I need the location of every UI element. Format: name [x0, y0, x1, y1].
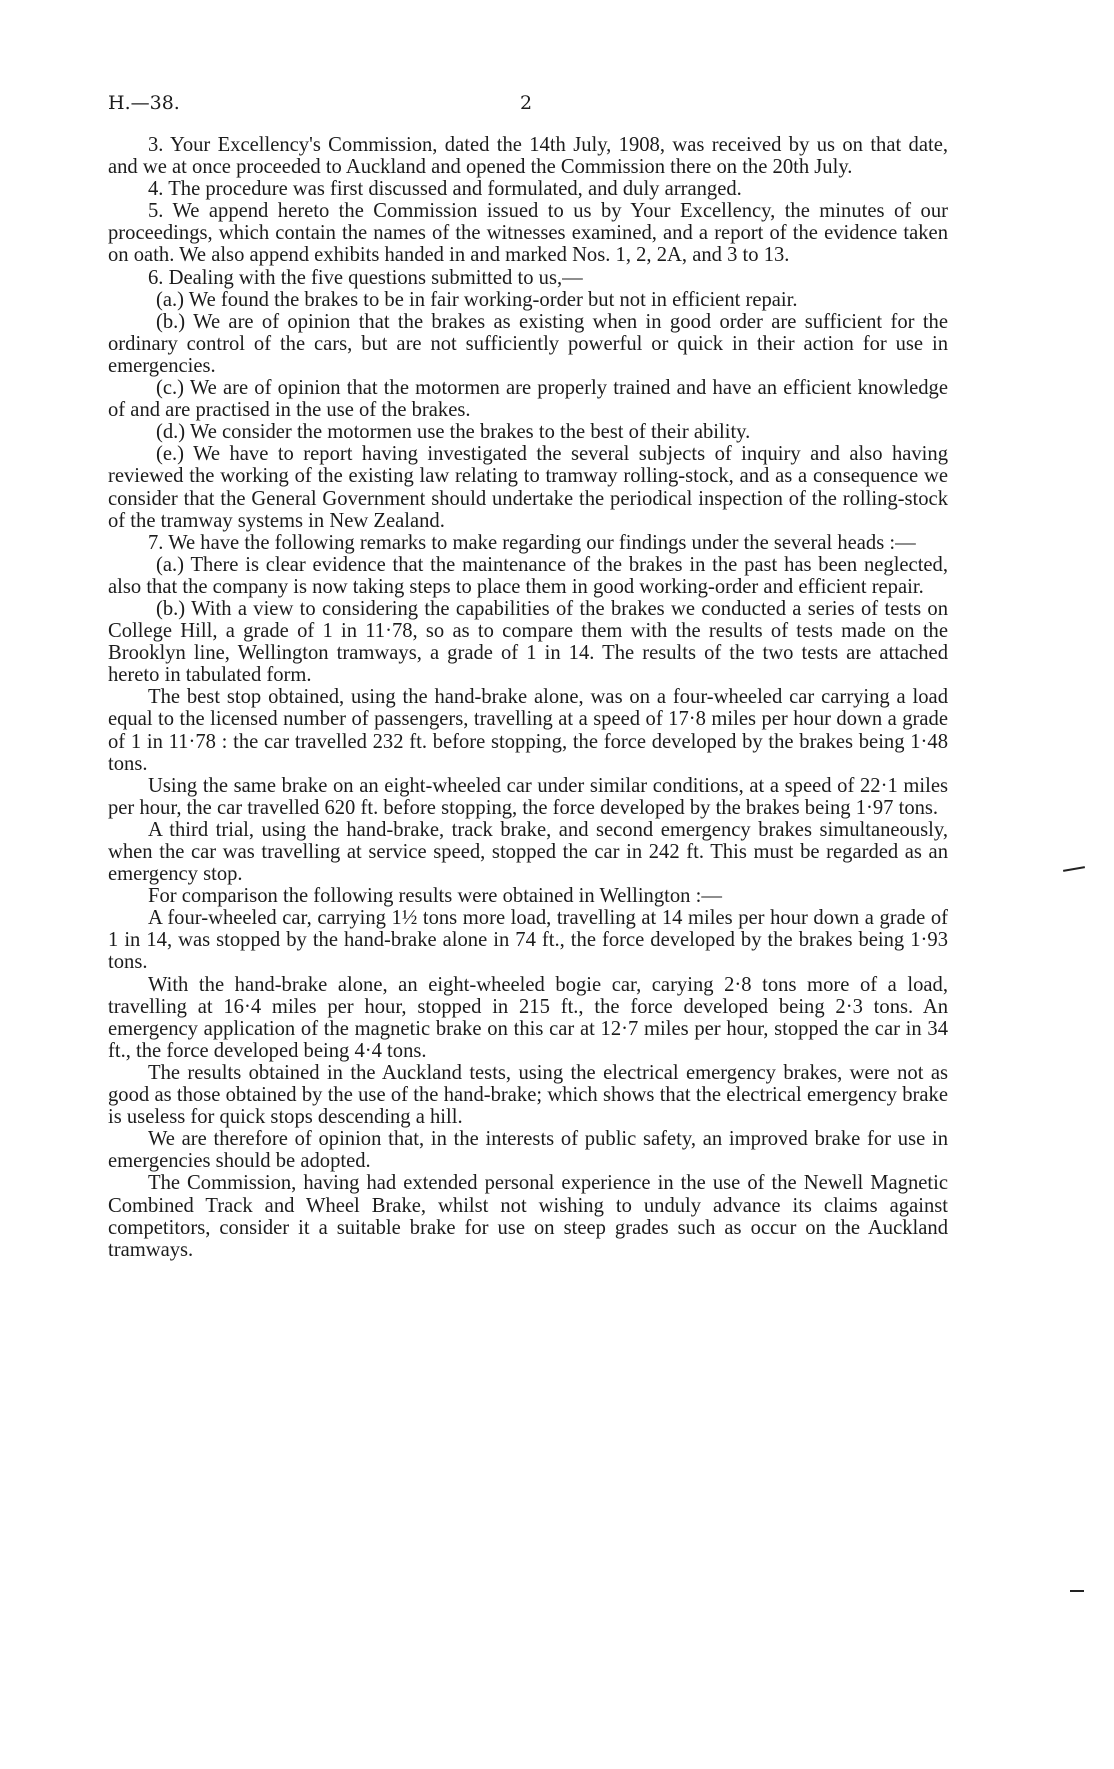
item-label: (a.)	[156, 553, 185, 576]
paragraph-eight-wheeled: Using the same brake on an eight-wheeled car under similar conditions, at a speed of 22·1 miles per hour, the car travelled 620 ft. before stopping, the force developed by the brakes being 1·97 tons.	[108, 774, 948, 819]
document-reference: H.—38.	[108, 92, 180, 114]
item-label: (c.)	[156, 377, 185, 400]
item-label: (b.)	[156, 310, 186, 333]
answer-a: (a.) We found the brakes to be in fair working-order but not in efficient repair.	[156, 288, 798, 311]
paragraph-7: 7. We have the following remarks to make regarding our findings under the several heads :—	[148, 531, 916, 554]
answer-c: (c.) We are of opinion that the motormen are properly trained and have an efficient knowledge of and are practised in the use of the brakes.	[108, 377, 948, 422]
paragraph-6: 6. Dealing with the five questions submitted to us,—	[148, 266, 583, 289]
item-label: (d.)	[156, 421, 186, 444]
paragraph-wellington-bogie: With the hand-brake alone, an eight-wheeled bogie car, carying 2·8 tons more of a load, travelling at 16·4 miles per hour, stopped in 215 ft., the force developed being 2·3 tons. An emergency application of the magnetic brake on this car at 12·7 miles per hour, stopped the car in 34 ft., the force developed being 4·4 tons.	[108, 973, 948, 1062]
answer-e: (e.) We have to report having investigated the several subjects of inquiry and also having reviewed the working of the existing law relating to tramway rolling-stock, and as a consequence we consider that the General Government should undertake the periodical inspection of the rolling-stock of the tramway systems in New Zealand.	[108, 443, 948, 532]
paragraph-best-stop: The best stop obtained, using the hand-brake alone, was on a four-wheeled car carrying a load equal to the licensed number of passengers, travelling at a speed of 17·8 miles per hour down a grade of 1 in 11·78 : the car travelled 232 ft. before stopping, the force developed by the brakes being 1·48 tons.	[108, 686, 948, 775]
paragraph-opinion: We are therefore of opinion that, in the interests of public safety, an improved brake for use in emergencies should be adopted.	[108, 1128, 948, 1173]
document-body	[108, 134, 948, 1261]
item-label: (b.)	[156, 597, 186, 620]
page-number: 2	[520, 92, 533, 114]
paragraph-5: 5. We append hereto the Commission issued to us by Your Excellency, the minutes of our proceedings, which contain the names of the witnesses examined, and a report of the evidence taken on oath. We also append exhibits handed in and marked Nos. 1, 2, 2A, and 3 to 13.	[108, 200, 948, 267]
item-label: (a.)	[156, 288, 185, 311]
page-header	[108, 92, 948, 120]
paragraph-3: 3. Your Excellency's Commission, dated the 14th July, 1908, was received by us on that date, and we at once proceeded to Auckland and opened the Commission there on the 20th July.	[108, 134, 948, 179]
item-label: (e.)	[156, 443, 185, 466]
margin-mark	[1063, 866, 1085, 872]
paragraph-auckland-results: The results obtained in the Auckland tests, using the electrical emergency brakes, were not as good as those obtained by the use of the hand-brake; which shows that the electrical emergency brake is useless for quick stops descending a hill.	[108, 1061, 948, 1129]
paragraph-newell-brake: The Commission, having had extended personal experience in the use of the Newell Magnetic Combined Track and Wheel Brake, whilst not wishing to unduly advance its claims against competitors, consider it a suitable brake for use on steep grades such as occur on the Auckland tramways.	[108, 1172, 948, 1261]
paragraph-third-trial: A third trial, using the hand-brake, track brake, and second emergency brakes simultaneously, when the car was travelling at service speed, stopped the car in 242 ft. This must be regarded as an emergency stop.	[108, 818, 948, 886]
margin-mark	[1070, 1590, 1084, 1592]
paragraph-wellington-four-wheeled: A four-wheeled car, carrying 1½ tons more load, travelling at 14 miles per hour down a grade of 1 in 14, was stopped by the hand-brake alone in 74 ft., the force developed by the brakes being 1·93 tons.	[108, 907, 948, 974]
paragraph-comparison: For comparison the following results were obtained in Wellington :—	[148, 885, 722, 908]
paragraph-4: 4. The procedure was first discussed and formulated, and duly arranged.	[148, 178, 742, 201]
answer-b: (b.) We are of opinion that the brakes as existing when in good order are sufficient for the ordinary control of the cars, but are not sufficiently powerful or quick in their action for use in emergencies.	[108, 310, 948, 377]
remark-b: (b.) With a view to considering the capabilities of the brakes we conducted a series of tests on College Hill, a grade of 1 in 11·78, so as to compare them with the results of tests made on the Brooklyn line, Wellington tramways, a grade of 1 in 14. The results of the two tests are attached hereto in tabulated form.	[108, 597, 949, 687]
remark-a: (a.) There is clear evidence that the maintenance of the brakes in the past has been neglected, also that the company is now taking steps to place them in good working-order and efficient repair.	[108, 553, 949, 598]
answer-d: (d.) We consider the motormen use the brakes to the best of their ability.	[156, 421, 751, 444]
